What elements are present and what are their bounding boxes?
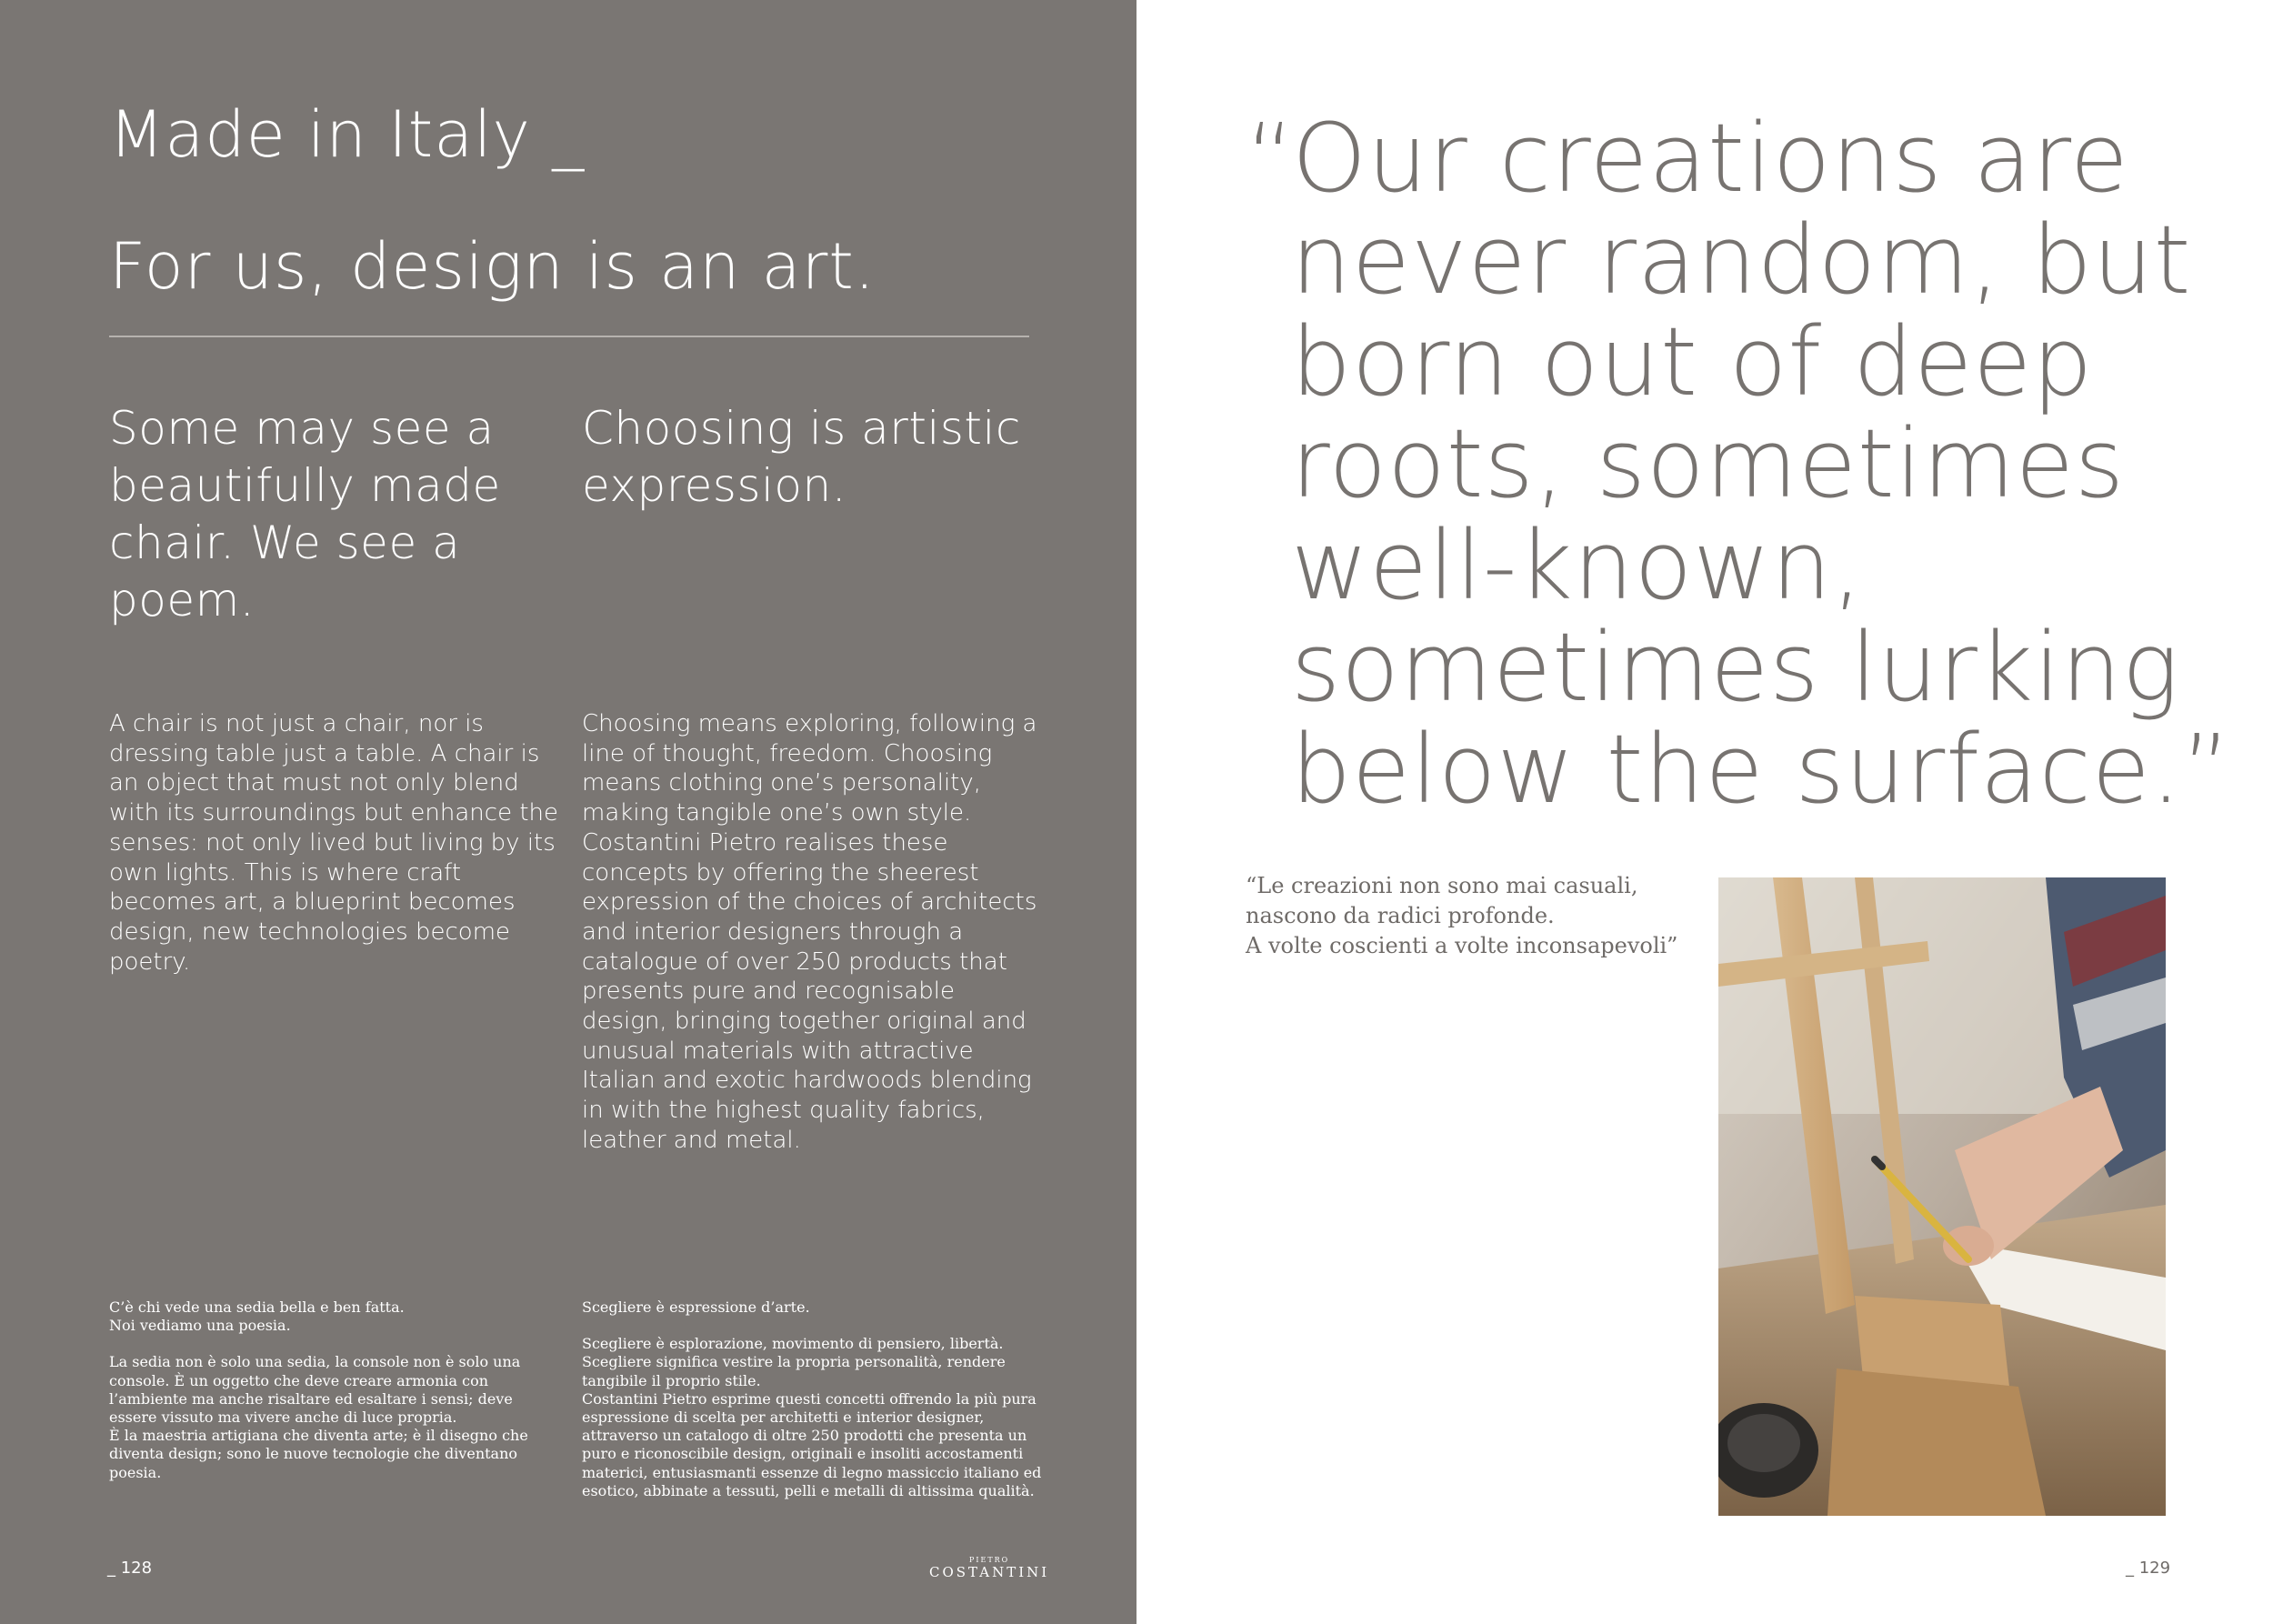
pull-quote [1246, 103, 2264, 825]
craftsman-photo [1718, 877, 2166, 1516]
quote-line: roots, sometimes [1291, 408, 2126, 519]
column-1-title: Some may see a beautifully made chair. We see a poem. [109, 402, 501, 627]
column-2-title: Choosing is artistic expression. [582, 402, 1021, 512]
column-1-body [109, 709, 564, 977]
brand-logo-small: PIETRO [968, 1556, 1010, 1564]
quote-line: “Our creations are [1246, 103, 2129, 214]
section-heading: Made in Italy _ [109, 97, 586, 172]
column-2-italian-body: Scegliere è esplorazione, movimento di pensiero, libertà. Scegliere significa vestire la propria personalità, rendere tangibile il proprio stile. Costantini Pietro esprime questi concetti offrendo la più pura espressione di scelta per architetti e interior designer, attraverso un catalogo di oltre 250 prodotti che presenta un puro e riconoscibile design, originali e insoliti accostamenti materici, entusiasmanti essenze di legno massiccio italiano ed esotico, abbinate a tessuti, pelli e metalli di altissima qualità. [582, 1335, 1042, 1499]
divider [109, 336, 1029, 337]
section-subheading: For us, design is an art. [109, 229, 876, 304]
column-2-italian [582, 1298, 1055, 1500]
brand-logo [929, 1557, 1049, 1580]
brand-logo-text: COSTANTINI [929, 1564, 1050, 1580]
column-1-italian [109, 1298, 564, 1482]
column-1-body-text: A chair is not just a chair, nor is dressing table just a table. A chair is an object that must not only blend with its surroundings but enhance the senses: not only lived but living by its own lights. This is where craft becomes art, a blueprint becomes design, new technologies become poetry. [109, 710, 558, 976]
craftsman-photo-illustration [1718, 877, 2166, 1516]
quote-line: sometimes lurking [1291, 612, 2180, 723]
left-page [0, 0, 1136, 1624]
right-page [1136, 0, 2273, 1624]
column-1-italian-body: La sedia non è solo una sedia, la console non è solo una console. È un oggetto che deve creare armonia con l’ambiente ma anche risaltare ed esaltare i sensi; deve essere vissuto ma vivere anche di luce propria. È la maestria artigiana che diventa arte; è il disegno che diventa design; sono le nuove tecnologie che diventano poesia. [109, 1353, 528, 1481]
column-2-body [582, 709, 1041, 1156]
page-number-right: _ 129 [2126, 1559, 2171, 1578]
quote-line: never random, but [1291, 205, 2192, 316]
column-2-body-text: Choosing means exploring, following a line of thought, freedom. Choosing means clothing one’s personality, making tangible one’s own style. Costantini Pietro realises these concepts by offering the sheerest expression of the choices of architects and interior designers through a catalogue of over 250 products that presents pure and recognisable design, bringing together original and unusual materials with attractive Italian and exotic hardwoods blending in with the highest quality fabrics, leather and metal. [582, 710, 1037, 1154]
italian-quote: “Le creazioni non sono mai casuali, nascono da radici profonde. A volte coscienti a volte inconsapevoli” [1246, 873, 1678, 958]
quote-line: below the surface.” [1291, 714, 2232, 825]
quote-line: well-known, [1291, 510, 1864, 621]
quote-line: born out of deep [1291, 306, 2094, 417]
column-1-italian-title: C’è chi vede una sedia bella e ben fatta. Noi vediamo una poesia. [109, 1298, 405, 1335]
page-number-left: _ 128 [107, 1559, 153, 1578]
column-2-italian-title: Scegliere è espressione d’arte. [582, 1298, 810, 1316]
